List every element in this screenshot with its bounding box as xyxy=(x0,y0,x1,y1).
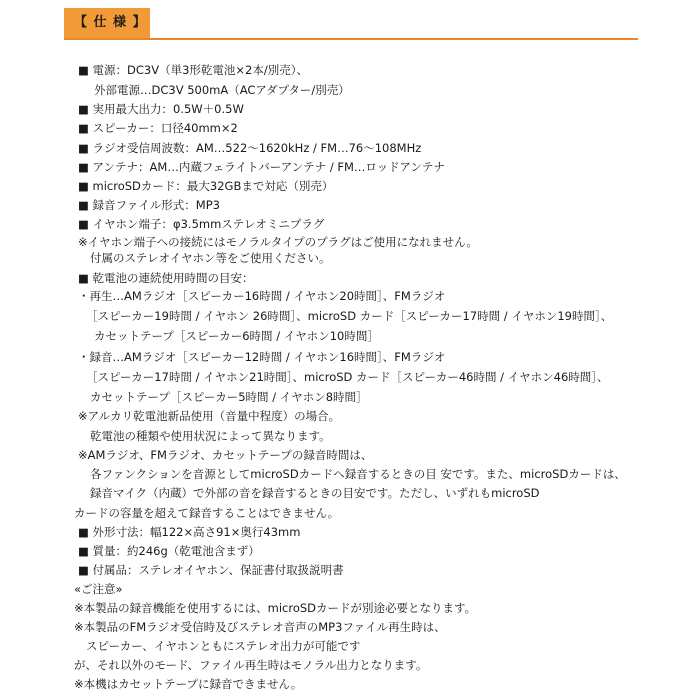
battery-play-line-2: ［スピーカー19時間 / イヤホン 26時間］、microSD カード［スピーカー17時間 / イヤホン19時間］、 xyxy=(86,309,613,323)
caution-stereo-output-2: スピーカー、イヤホンともにステレオ出力が可能です xyxy=(86,639,361,653)
note-battery-varies: 乾電池の種類や使用状況によって異なります。 xyxy=(90,429,331,443)
note-recording-time-2: 各ファンクションを音源としてmicroSDカードへ録音するときの目 安です。また、microSDカードは、 xyxy=(90,467,626,481)
caution-no-cassette-recording: ※本機はカセットテープに録音できません。 xyxy=(74,677,303,691)
spec-line-accessories: ■ 付属品：ステレオイヤホン、保証書付取扱説明書 xyxy=(78,563,344,577)
note-earphone-stereo: 付属のステレオイヤホン等をご使用ください。 xyxy=(90,251,331,265)
note-alkaline: ※アルカリ乾電池新品使用（音量中程度）の場合。 xyxy=(78,409,341,423)
spec-line-microsd: ■ microSDカード：最大32GBまで対応（別売） xyxy=(78,179,334,193)
battery-record-line-1: ・録音…AMラジオ［スピーカー12時間 / イヤホン16時間］、FMラジオ xyxy=(78,350,446,364)
spec-line-output: ■ 実用最大出力：0.5W＋0.5W xyxy=(78,102,244,116)
note-recording-time-1: ※AMラジオ、FMラジオ、カセットテープの録音時間は、 xyxy=(78,448,373,462)
note-recording-time-4: カードの容量を超えて録音することはできません。 xyxy=(74,506,340,520)
caution-microsd-required: ※本製品の録音機能を使用するには、microSDカードが別途必要となります。 xyxy=(74,601,477,615)
caution-heading: «ご注意» xyxy=(74,582,123,596)
battery-record-line-2: ［スピーカー17時間 / イヤホン21時間］、microSD カード［スピーカー46時間 / イヤホン46時間］、 xyxy=(86,370,609,384)
caution-stereo-output-1: ※本製品のFMラジオ受信時及びステレオ音声のMP3ファイル再生時は、 xyxy=(74,620,446,634)
spec-line-radio-frequency: ■ ラジオ受信周波数：AM…522～1620kHz / FM…76～108MHz xyxy=(78,141,422,155)
spec-line-earphone-jack: ■ イヤホン端子：φ3.5mmステレオミニプラグ xyxy=(78,217,325,231)
spec-line-speaker: ■ スピーカー：口径40mm×2 xyxy=(78,121,238,135)
battery-play-line-3: カセットテープ［スピーカー6時間 / イヤホン10時間］ xyxy=(94,329,379,343)
note-recording-time-3: 録音マイク（内蔵）で外部の音を録音するときの目安です。ただし、いずれもmicroSD xyxy=(90,486,540,500)
spec-line-antenna: ■ アンテナ：AM…内蔵フェライトバーアンテナ / FM…ロッドアンテナ xyxy=(78,160,445,174)
spec-line-weight: ■ 質量：約246g（乾電池含まず） xyxy=(78,544,260,558)
battery-record-line-3: カセットテープ［スピーカー5時間 / イヤホン8時間］ xyxy=(90,390,368,404)
spec-line-power: ■ 電源：DC3V（単3形乾電池×2本/別売）、 xyxy=(78,63,308,77)
battery-play-line-1: ・再生…AMラジオ［スピーカー16時間 / イヤホン20時間］、FMラジオ xyxy=(78,289,446,303)
spec-title: 【 仕 様 】 xyxy=(64,8,150,38)
spec-line-recording-format: ■ 録音ファイル形式：MP3 xyxy=(78,198,220,212)
note-earphone-mono: ※イヤホン端子への接続にはモノラルタイプのプラグはご使用になれません。 xyxy=(78,235,478,249)
spec-line-dimensions: ■ 外形寸法：幅122×高さ91×奥行43mm xyxy=(78,525,301,539)
spec-line-external-power: 外部電源…DC3V 500mA（ACアダプター/別売） xyxy=(94,83,350,97)
caution-stereo-output-3: が、それ以外のモード、ファイル再生時はモノラル出力となります。 xyxy=(74,658,428,672)
spec-line-battery-life: ■ 乾電池の連続使用時間の目安： xyxy=(78,271,254,285)
